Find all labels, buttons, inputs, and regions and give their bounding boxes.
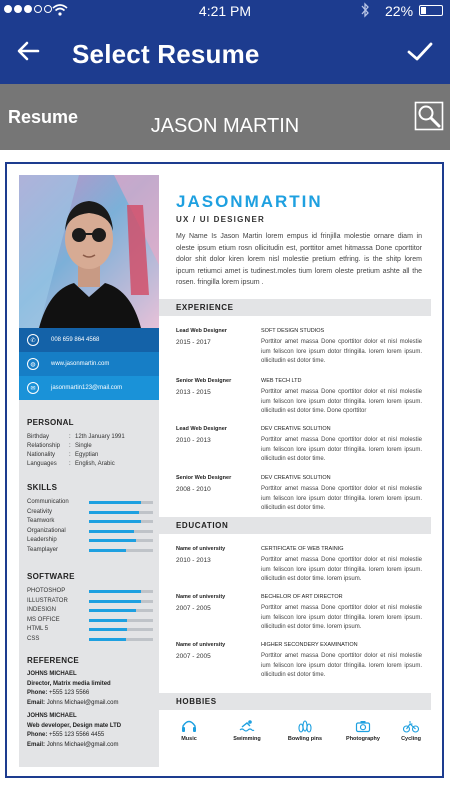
education-description: Porttitor amet massa Done cporttitor dolor et nisl molestie ium feliscon lore ipsum dotor tfringilla. lorem lorem ipsum. ollicitudin est dotor time. [261,653,422,678]
experience-dates: 2013 - 2015 [176,389,211,396]
reference-item: JOHNS MICHAEL Web developer, Design mate LTD Phone: +555 123 5566 4455 Email: Johns Michael@gmail.com [27,713,122,748]
personal-row: Nationality : Egyptian [27,452,99,458]
education-description: Porttitor amet massa Done cporttitor dolor et nisl molestie ium feliscon lore ipsum dotor tfringilla. lorem lorem ipsum. ollicitudin est dotor time. lorem ipsum. [261,605,422,630]
bowling-pins-icon [297,719,313,733]
software-item [27,617,157,625]
contact-email [19,376,159,400]
battery-percentage: 22% [385,3,414,19]
experience-description: Porttitor amet massa Done cporttitor dolor et nisl molestie ium feliscon lore ipsum dotor tfringilla. lorem lorem ipsum. ollicitudin est dotor time. [261,339,422,364]
resume-role: UX / UI DESIGNER [176,215,265,224]
education-heading: EDUCATION [159,517,431,534]
software-level-bar [89,600,153,603]
skill-item [27,528,157,536]
experience-description: Porttitor amet massa Done cporttitor dolor et nisl molestie ium feliscon lore ipsum dotor tfringilla. lorem lorem ipsum. ollicitudin est dotor time. [261,437,422,462]
experience-description: Porttitor amet massa Done cporttitor dolor et nisl molestie ium feliscon lore ipsum dotor tfringilla. lorem lorem ipsum. ollicitudin est dotor time. Done cporttitor [261,389,422,414]
hobby-photography: Photography [341,719,385,742]
resume-full-name: JASONMARTIN [176,192,323,211]
software-heading: SOFTWARE [27,572,75,581]
software-level-bar [89,609,153,612]
contact-email-text: jasonmartin123@mail.com [51,385,123,391]
bluetooth-icon [360,2,370,18]
software-item [27,607,157,615]
skill-level-bar [89,511,153,514]
hobby-bowling-pins: Bowling pins [283,719,327,742]
contact-phone [19,328,159,352]
skill-level-fill [89,530,134,533]
skill-level-bar [89,549,153,552]
phone-icon: ✆ [27,334,39,346]
experience-company: DEV CREATIVE SOLUTION [261,426,331,432]
skill-name: Teamplayer [27,547,59,553]
software-item [27,588,157,596]
battery-icon [419,5,443,16]
software-item [27,626,157,634]
education-dates: 2007 - 2005 [176,605,211,612]
software-name: PHOTOSHOP [27,588,66,594]
education-dates: 2007 - 2005 [176,653,211,660]
education-title: Name of university [176,642,226,648]
experience-title: Lead Web Designer [176,328,227,334]
arrow-left-icon[interactable] [16,38,42,64]
experience-dates: 2015 - 2017 [176,339,211,346]
experience-title: Lead Web Designer [176,426,227,432]
software-level-fill [89,628,127,631]
resume-label: Resume [8,107,79,127]
experience-description: Porttitor amet massa Done cporttitor dolor et nisl molestie ium feliscon lore ipsum dotor tfringilla. lorem lorem ipsum. ollicitudin est dotor time. [261,486,422,511]
resume-document [19,175,431,767]
skill-level-bar [89,501,153,504]
software-level-bar [89,628,153,631]
skill-level-bar [89,539,153,542]
software-name: CSS [27,636,40,642]
checkmark-icon[interactable] [406,40,434,64]
personal-heading: PERSONAL [27,418,74,427]
skill-item [27,547,157,555]
education-certificate: BECHELOR OF ART DIRECTOR [261,594,343,600]
education-title: Name of university [176,546,226,552]
software-name: ILLUSTRATOR [27,597,68,604]
reference-item: JOHNS MICHAEL Director, Matrix media limited Phone: +555 123 5566 Email: Johns Michael@gmail.com [27,671,119,706]
software-name: MS OFFICE [27,616,60,623]
software-name: INDESIGN [27,607,57,614]
experience-title: Senior Web Designer [176,475,232,481]
skill-item [27,518,157,526]
personal-row: Languages : English, Arabic [27,461,115,467]
contact-phone-text: 008 659 864 4568 [51,337,100,343]
education-certificate: HIGHER SECONDERY EXAMINATION [261,642,358,648]
status-bar [0,0,450,22]
status-time: 4:21 PM [198,3,252,19]
skill-level-bar [89,530,153,533]
skill-level-fill [89,520,141,523]
software-level-fill [89,600,141,603]
globe-icon: ◍ [27,358,39,370]
resume-header-bar [0,84,450,150]
hobby-music: Music [167,719,211,742]
experience-dates: 2008 - 2010 [176,486,211,493]
software-item [27,598,157,606]
app-bar [0,22,450,84]
profile-photo [19,175,159,328]
skills-heading: SKILLS [27,483,58,492]
experience-company: WEB TECH LTD [261,378,302,384]
mail-icon: ✉ [27,382,39,394]
headphones-icon [181,719,197,733]
skill-level-fill [89,539,136,542]
skill-name: Leadership [27,537,57,544]
software-level-bar [89,638,153,641]
education-title: Name of university [176,594,226,600]
experience-dates: 2010 - 2013 [176,437,211,444]
skill-item [27,537,157,545]
skill-name: Communication [27,499,69,505]
skill-item [27,499,157,507]
software-level-bar [89,619,153,622]
education-certificate: CERTIFICATE OF WEB TRAINIG [261,546,344,552]
experience-company: SOFT DESIGN STUDIOS [261,328,325,334]
software-level-fill [89,619,127,622]
skill-level-fill [89,501,141,504]
personal-row: Birthday : 12th January 1991 [27,434,125,440]
skill-level-bar [89,520,153,523]
resume-sidebar [19,175,159,767]
skill-level-fill [89,549,126,552]
resume-name: JASON MARTIN [150,115,300,137]
personal-row: Relationship : Single [27,443,92,449]
reference-heading: REFERENCE [27,656,80,665]
skill-level-fill [89,511,139,514]
hobby-cycling: Cycling [389,719,433,742]
resume-preview-frame[interactable] [5,162,444,778]
resume-main [159,175,431,767]
contact-website [19,352,159,376]
resume-bio: My Name Is Jason Martin lorem empus id frinjilla molestie ornare diam in oleste ipsum etium rosn ollicitudin est, porttitor amet hitmassa Done cporttitor dolor shit dolor kiren lorem nisl molestie pretium etfring. is the shitp lorem ipcum retiumci amet is tudinest.moles tium lorem oleste pretium ashte all the rosen. fringilla lorem ipsum . [176,233,422,286]
page-title: Select Resume [72,39,260,69]
experience-heading: EXPERIENCE [159,299,431,316]
software-item [27,636,157,644]
skill-name: Teamwork [27,518,55,525]
education-dates: 2010 - 2013 [176,557,211,564]
experience-title: Senior Web Designer [176,378,232,384]
software-level-fill [89,590,141,593]
camera-icon [355,719,371,733]
skill-name: Organizational [27,527,66,534]
bicycle-icon [403,719,419,733]
hobbies-heading: HOBBIES [159,693,431,710]
skill-item [27,509,157,517]
experience-company: DEV CREATIVE SOLUTION [261,475,331,481]
software-level-fill [89,609,136,612]
software-level-bar [89,590,153,593]
software-name: HTML 5 [27,626,49,633]
zoom-search-icon[interactable] [414,101,444,131]
contact-website-text: www.jasonmartin.com [51,361,110,367]
skill-name: Creativity [27,508,53,515]
hobby-swimming: Swimming [225,719,269,742]
education-description: Porttitor amet massa Done cporttitor dolor et nisl molestie ium feliscon lore ipsum dotor tfringilla. lorem lorem ipsum. ollicitudin est dotor time. lorem ipsum. [261,557,422,582]
software-level-fill [89,638,126,641]
swimming-icon [239,719,255,733]
